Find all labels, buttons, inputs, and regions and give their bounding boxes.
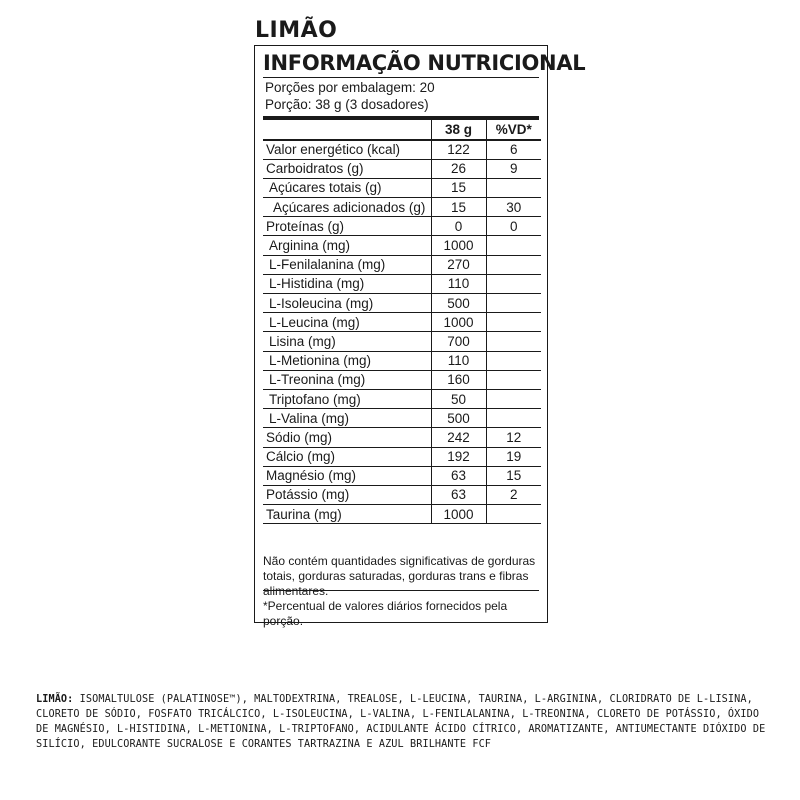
table-row: [263, 466, 541, 485]
nutrient-amount: 500: [431, 409, 486, 428]
table-row: [263, 255, 541, 274]
nutrient-amount: 122: [431, 140, 486, 159]
nutrient-amount: 110: [431, 351, 486, 370]
nutrient-amount: 700: [431, 332, 486, 351]
header-nutrient: [263, 120, 431, 140]
nutrient-amount: 1000: [431, 313, 486, 332]
nutrient-name: Carboidratos (g): [263, 159, 431, 178]
nutrient-amount: 0: [431, 217, 486, 236]
table-row: [263, 198, 541, 217]
ingredients-label: LIMÃO:: [36, 694, 74, 705]
nutrient-name: Taurina (mg): [263, 505, 431, 524]
table-row: [263, 370, 541, 389]
nutrient-name: Valor energético (kcal): [263, 140, 431, 159]
nutrient-name: Potássio (mg): [263, 485, 431, 504]
nutrient-name: L-Isoleucina (mg): [263, 294, 431, 313]
panel-title: INFORMAÇÃO NUTRICIONAL: [263, 51, 586, 75]
nutrient-amount: 110: [431, 274, 486, 293]
nutrient-dv: [486, 351, 541, 370]
nutrient-amount: 15: [431, 198, 486, 217]
nutrient-name: L-Metionina (mg): [263, 351, 431, 370]
nutrient-dv: [486, 332, 541, 351]
nutrient-name: Açúcares totais (g): [263, 178, 431, 197]
nutrition-rows: [263, 140, 541, 524]
table-row: [263, 313, 541, 332]
nutrient-name: Açúcares adicionados (g): [263, 198, 431, 217]
nutrient-amount: 1000: [431, 505, 486, 524]
nutrient-name: Sódio (mg): [263, 428, 431, 447]
serving-size: Porção: 38 g (3 dosadores): [265, 97, 429, 112]
nutrient-amount: 15: [431, 178, 486, 197]
nutrient-name: L-Leucina (mg): [263, 313, 431, 332]
nutrient-amount: 192: [431, 447, 486, 466]
nutrient-amount: 160: [431, 370, 486, 389]
table-row: [263, 351, 541, 370]
nutrient-amount: 242: [431, 428, 486, 447]
nutrient-dv: [486, 370, 541, 389]
daily-value-note: *Percentual de valores diários fornecidos pela porção.: [263, 599, 508, 628]
nutrient-name: L-Histidina (mg): [263, 274, 431, 293]
table-header-row: [263, 120, 541, 140]
table-row: [263, 505, 541, 524]
nutrient-dv: [486, 294, 541, 313]
nutrient-dv: [486, 313, 541, 332]
nutrient-dv: 0: [486, 217, 541, 236]
table-row: [263, 332, 541, 351]
nutrient-amount: 50: [431, 389, 486, 408]
table-row: [263, 140, 541, 159]
nutrient-name: Cálcio (mg): [263, 447, 431, 466]
header-dv: %VD*: [486, 120, 541, 140]
divider: [263, 590, 539, 591]
table-row: [263, 294, 541, 313]
ingredients-list: [36, 692, 768, 752]
divider: [263, 77, 539, 78]
nutrient-dv: [486, 274, 541, 293]
table-row: [263, 217, 541, 236]
table-row: [263, 428, 541, 447]
nutrient-amount: 63: [431, 485, 486, 504]
nutrient-dv: 9: [486, 159, 541, 178]
nutrient-name: L-Treonina (mg): [263, 370, 431, 389]
nutrient-name: L-Fenilalanina (mg): [263, 255, 431, 274]
nutrient-dv: 15: [486, 466, 541, 485]
nutrient-amount: 63: [431, 466, 486, 485]
table-row: [263, 274, 541, 293]
nutrient-dv: [486, 389, 541, 408]
table-row: [263, 389, 541, 408]
nutrient-amount: 26: [431, 159, 486, 178]
servings-per-package: Porções por embalagem: 20: [265, 80, 435, 95]
nutrient-name: Triptofano (mg): [263, 389, 431, 408]
nutrient-amount: 500: [431, 294, 486, 313]
ingredients-text: ISOMALTULOSE (PALATINOSE™), MALTODEXTRINA, TREALOSE, L-LEUCINA, TAURINA, L-ARGININA, CLORIDRATO DE L-LISINA, CLORETO DE SÓDIO, FOSFATO TRICÁLCICO, L-ISOLEUCINA, L-VALINA, L-FENILALANINA, L-TREONINA, CLORETO DE POTÁSSIO, ÓXIDO DE MAGNÉSIO, L-HISTIDINA, L-METIONINA, L-TRIPTOFANO, ACIDULANTE ÁCIDO CÍTRICO, AROMATIZANTE, ANTIUMECTANTE DIÓXIDO DE SILÍCIO, EDULCORANTE SUCRALOSE E CORANTES TARTRAZINA E AZUL BRILHANTE FCF: [36, 694, 766, 750]
table-row: [263, 409, 541, 428]
flavor-title: LIMÃO: [255, 18, 338, 43]
table-row: [263, 178, 541, 197]
table-row: [263, 236, 541, 255]
nutrient-dv: [486, 505, 541, 524]
nutrient-dv: 12: [486, 428, 541, 447]
nutrient-dv: [486, 409, 541, 428]
nutrition-table: [263, 120, 541, 524]
nutrient-dv: [486, 178, 541, 197]
nutrient-amount: 270: [431, 255, 486, 274]
nutrient-dv: [486, 255, 541, 274]
table-row: [263, 159, 541, 178]
nutrient-name: L-Valina (mg): [263, 409, 431, 428]
nutrient-name: Lisina (mg): [263, 332, 431, 351]
nutrient-dv: [486, 236, 541, 255]
nutrient-amount: 1000: [431, 236, 486, 255]
nutrient-name: Arginina (mg): [263, 236, 431, 255]
table-row: [263, 485, 541, 504]
serving-info: [265, 79, 435, 113]
insignificant-note: Não contém quantidades significativas de gorduras totais, gorduras saturadas, gorduras trans e fibras alimentares.: [263, 554, 536, 598]
nutrient-dv: 2: [486, 485, 541, 504]
nutrient-dv: 6: [486, 140, 541, 159]
table-row: [263, 447, 541, 466]
nutrient-name: Proteínas (g): [263, 217, 431, 236]
nutrient-name: Magnésio (mg): [263, 466, 431, 485]
nutrition-facts-panel: [254, 45, 586, 628]
nutrient-dv: 19: [486, 447, 541, 466]
header-amount: 38 g: [431, 120, 486, 140]
nutrient-dv: 30: [486, 198, 541, 217]
